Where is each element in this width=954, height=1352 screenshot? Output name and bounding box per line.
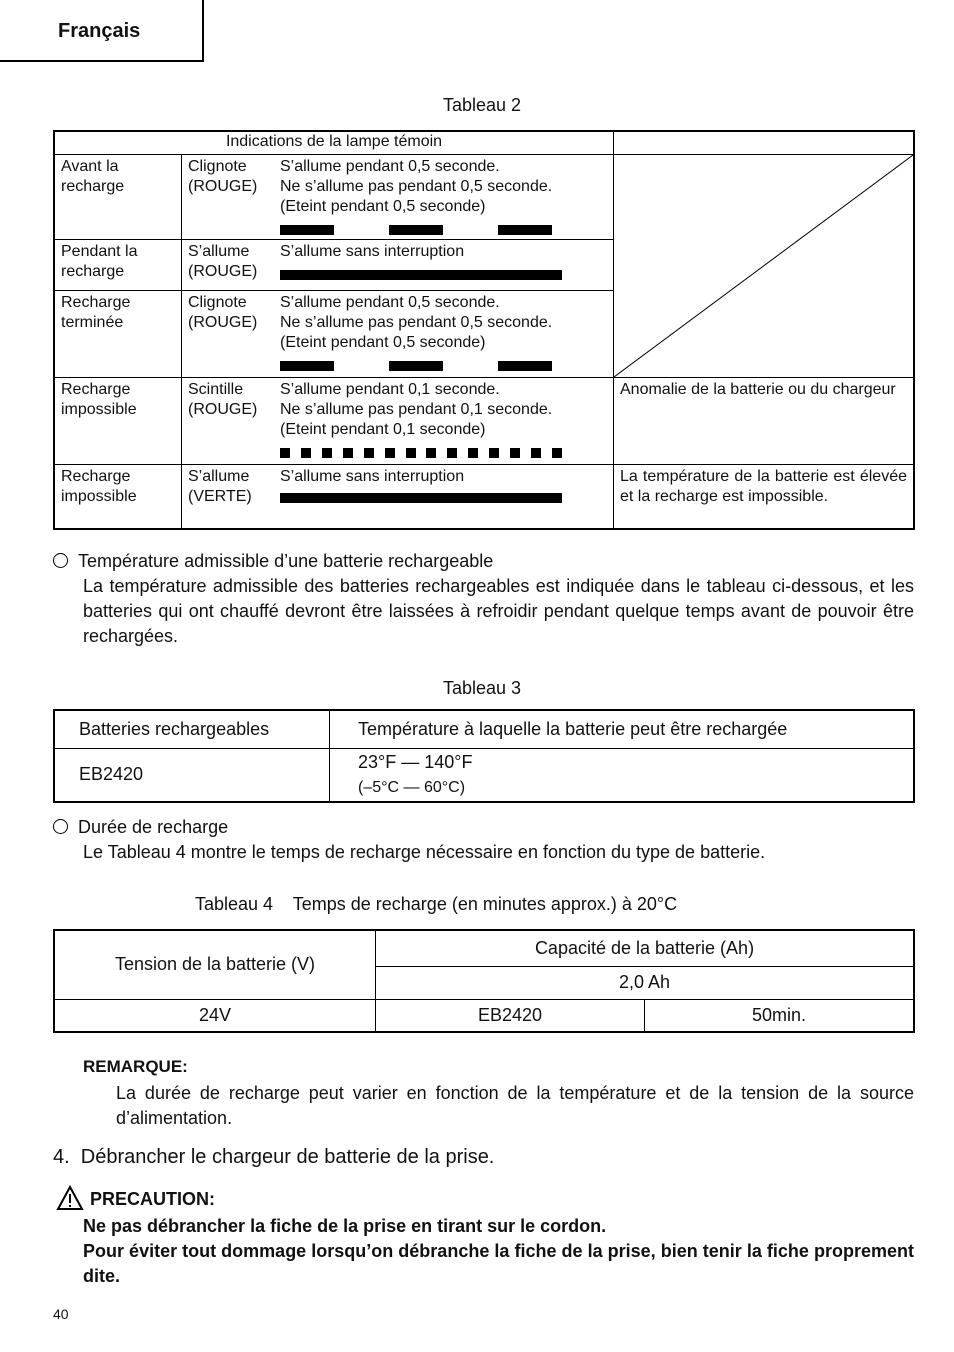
description-line: (Eteint pendant 0,5 seconde): [280, 198, 486, 215]
table-row: [54, 999, 914, 1032]
section-title: Durée de recharge: [78, 817, 229, 837]
description-line: S’allume sans interruption: [280, 243, 465, 261]
description-cell: [280, 465, 614, 529]
step-4: 4. Débrancher le chargeur de batterie de la prise.: [53, 1146, 495, 1168]
meaning-cell: Anomalie de la batterie ou du chargeur: [614, 378, 915, 465]
description-line: Ne s’allume pas pendant 0,5 seconde.: [280, 178, 553, 195]
table4-col2-header: Capacité de la batterie (Ah): [376, 930, 915, 966]
caution-line-1: Ne pas débrancher la fiche de la prise en tirant sur le cordon.: [83, 1216, 607, 1236]
description-line: S’allume sans interruption: [280, 468, 465, 485]
description-line: Ne s’allume pas pendant 0,5 seconde.: [280, 313, 553, 331]
empty-diagonal-cell: [614, 155, 915, 378]
table-row: [54, 748, 914, 802]
table3-col1-header: Batteries rechargeables: [54, 710, 330, 748]
table2-header: Indications de la lampe témoin: [54, 131, 614, 155]
slow-blink-pattern: [280, 225, 607, 235]
signal-cell: Clignote (ROUGE): [182, 290, 281, 377]
slow-blink-pattern: [280, 361, 607, 371]
description-line: S’allume pendant 0,5 seconde.: [280, 293, 500, 311]
table4-col1-header: Tension de la batterie (V): [54, 930, 376, 999]
language-tab: [0, 0, 204, 62]
temperature-fahrenheit: 23°F — 140°F: [358, 751, 473, 772]
description-line: (Eteint pendant 0,1 seconde): [280, 421, 486, 438]
signal-cell: Clignote (ROUGE): [182, 155, 281, 240]
fast-flicker-pattern: [280, 448, 562, 458]
state-cell: Recharge impossible: [54, 378, 182, 465]
charging-time-table: [53, 929, 915, 1033]
state-cell: Recharge terminée: [54, 290, 182, 377]
duration-section-body: Le Tableau 4 montre le temps de recharge nécessaire en fonction du type de batterie.: [83, 842, 766, 862]
table-row: [54, 378, 914, 465]
charging-time-cell: 50min.: [645, 999, 915, 1032]
table-row: [54, 465, 914, 529]
description-line: S’allume pendant 0,5 seconde.: [280, 158, 500, 175]
description-cell: [280, 155, 614, 240]
state-cell: Pendant la recharge: [54, 240, 182, 290]
table-row: [54, 155, 914, 240]
temperature-celsius: (–5°C — 60°C): [358, 778, 466, 796]
table2-caption: Tableau 2: [442, 95, 522, 115]
steady-light-pattern: [280, 493, 607, 503]
battery-model-cell: EB2420: [54, 748, 330, 802]
caution-title: PRECAUTION:: [90, 1189, 215, 1209]
duration-section-title: [53, 815, 228, 840]
temperature-table: [53, 709, 915, 803]
description-line: Ne s’allume pas pendant 0,1 seconde.: [280, 401, 553, 418]
capacity-cell: 2,0 Ah: [376, 966, 915, 999]
indicator-table: [53, 130, 915, 530]
temperature-range-cell: [330, 748, 915, 802]
table3-col2-header: Température à laquelle la batterie peut être rechargée: [330, 710, 915, 748]
description-cell: [280, 378, 614, 465]
description-line: S’allume pendant 0,1 seconde.: [280, 381, 500, 398]
caution-line-2: Pour éviter tout dommage lorsqu’on débranche la fiche de la prise, bien tenir la fiche proprement dite.: [83, 1241, 914, 1286]
state-cell: Recharge impossible: [54, 465, 182, 529]
temperature-section-title: [53, 549, 493, 574]
remark-body: La durée de recharge peut varier en fonction de la température et de la tension de la source d’alimentation.: [116, 1083, 914, 1128]
signal-cell: S’allume (ROUGE): [182, 240, 281, 290]
circle-bullet-icon: [53, 819, 68, 834]
diagonal-line: [614, 155, 913, 377]
voltage-cell: 24V: [54, 999, 376, 1032]
description-line: (Eteint pendant 0,5 seconde): [280, 333, 486, 351]
signal-cell: S’allume (VERTE): [182, 465, 281, 529]
signal-cell: Scintille (ROUGE): [182, 378, 281, 465]
circle-bullet-icon: [53, 553, 68, 568]
description-cell: [280, 290, 614, 377]
section-title: Température admissible d’une batterie rechargeable: [78, 551, 494, 571]
state-cell: Avant la recharge: [54, 155, 182, 240]
meaning-cell: La température de la batterie est élevée et la recharge est impossible.: [614, 465, 915, 529]
table4-caption: Tableau 4 Temps de recharge (en minutes approx.) à 20°C: [195, 894, 678, 914]
table3-caption: Tableau 3: [442, 678, 522, 698]
temperature-section-body: La température admissible des batteries rechargeables est indiquée dans le tableau ci-dessous, et les batteries qui ont chauffé devront être laissées à refroidir pendant quelque temps avant de pouvoir être rechargées.: [83, 576, 914, 646]
steady-light-pattern: [280, 270, 607, 280]
battery-model-cell: EB2420: [376, 999, 645, 1032]
language-label: Français: [58, 20, 141, 42]
remark-title: REMARQUE:: [83, 1057, 188, 1076]
description-cell: [280, 240, 614, 290]
warning-icon: [56, 1185, 84, 1216]
page-number: 40: [53, 1306, 69, 1322]
